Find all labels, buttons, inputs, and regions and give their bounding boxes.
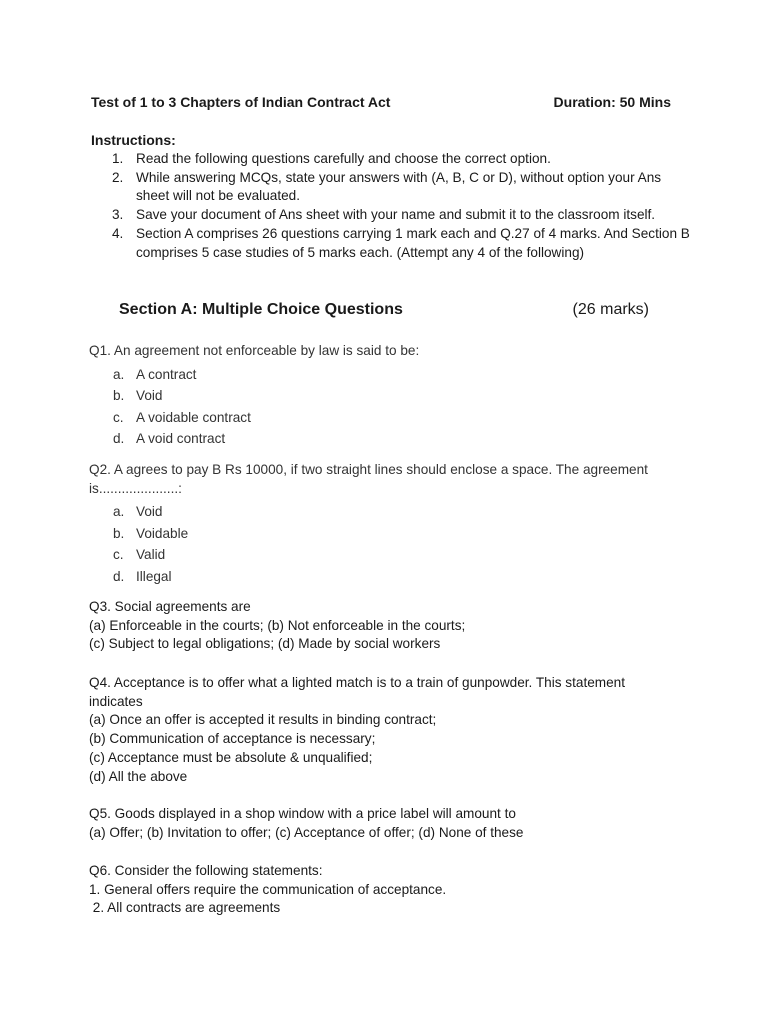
question-statement: 1. General offers require the communication of acceptance. (89, 881, 447, 897)
question-options-line: (a) Offer; (b) Invitation to offer; (c) Acceptance of offer; (d) None of these (89, 824, 524, 840)
test-title: Test of 1 to 3 Chapters of Indian Contract Act (91, 94, 391, 110)
question-2 (89, 461, 679, 587)
question-text: Q6. Consider the following statements: (89, 863, 323, 878)
question-text: Q5. Goods displayed in a shop window with a price label will amount to (89, 806, 516, 821)
question-1 (89, 342, 679, 450)
option-item: a. Void (113, 504, 163, 520)
question-options-line: (d) All the above (89, 768, 188, 784)
instructions-list (91, 150, 691, 262)
test-duration: Duration: 50 Mins (553, 94, 671, 110)
option-item: c. A voidable contract (113, 409, 251, 425)
option-item: b. Voidable (113, 525, 189, 541)
section-title: Section A: Multiple Choice Questions (119, 301, 403, 318)
instructions-heading: Instructions: (91, 132, 176, 148)
question-options-line: (a) Once an offer is accepted it results in binding contract; (89, 712, 437, 728)
section-marks: (26 marks) (572, 301, 649, 318)
option-item: a. A contract (113, 366, 197, 382)
question-options-line: (b) Communication of acceptance is necessary; (89, 731, 376, 747)
option-list (89, 364, 679, 450)
question-text: Q2. A agrees to pay B Rs 10000, if two straight lines should enclose a space. The agreement is.....................: (89, 462, 648, 496)
question-4 (89, 674, 679, 786)
option-item: b. Void (113, 388, 163, 404)
option-item: c. Valid (113, 547, 166, 563)
question-text: Q1. An agreement not enforceable by law is said to be: (89, 343, 420, 358)
question-options-line: (c) Subject to legal obligations; (d) Made by social workers (89, 636, 441, 652)
question-options-line: (a) Enforceable in the courts; (b) Not enforceable in the courts; (89, 617, 466, 633)
option-item: d. Illegal (113, 568, 172, 584)
question-3 (89, 598, 679, 654)
option-item: d. A void contract (113, 431, 226, 447)
question-5 (89, 805, 679, 842)
section-heading (119, 301, 649, 320)
question-6 (89, 862, 679, 918)
instruction-item: 4. Section A comprises 26 questions carrying 1 mark each and Q.27 of 4 marks. And Section B comprises 5 case studies of 5 marks each. (Attempt any 4 of the following) (112, 225, 690, 260)
test-header (91, 93, 671, 112)
question-options-line: (c) Acceptance must be absolute & unqualified; (89, 749, 373, 765)
instruction-item: 2. While answering MCQs, state your answers with (A, B, C or D), without option your Ans sheet will not be evaluated. (112, 169, 662, 204)
instruction-item: 3. Save your document of Ans sheet with your name and submit it to the classroom itself. (112, 207, 656, 223)
option-list (89, 501, 679, 587)
question-statement: 2. All contracts are agreements (89, 900, 281, 916)
instruction-item: 1. Read the following questions carefully and choose the correct option. (112, 151, 551, 166)
question-text: Q3. Social agreements are (89, 599, 251, 614)
question-text: Q4. Acceptance is to offer what a lighted match is to a train of gunpowder. This statement indicates (89, 675, 625, 709)
